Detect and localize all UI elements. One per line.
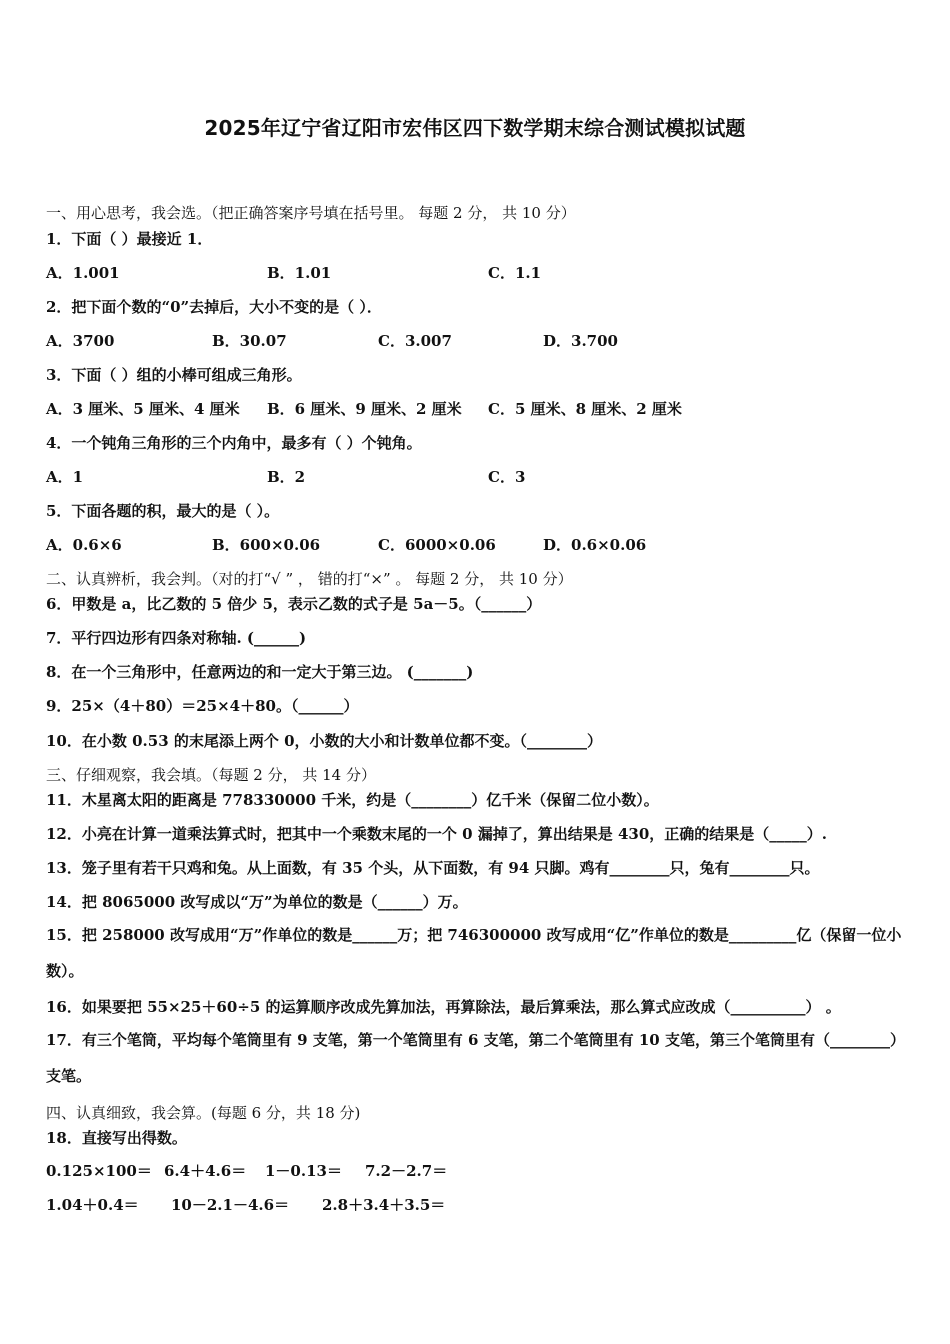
question-18: 18．直接写出得数。 bbox=[46, 1129, 187, 1147]
question-9: 9．25×（4＋80）＝25×4＋80。（______） bbox=[46, 697, 359, 715]
page-title: 2025年辽宁省辽阳市宏伟区四下数学期末综合测试模拟试题 bbox=[204, 116, 746, 140]
option-a: A．1.001 bbox=[46, 264, 120, 282]
option-b: B．30.07 bbox=[212, 332, 287, 350]
option-b: B．600×0.06 bbox=[212, 536, 321, 554]
question-6: 6．甲数是 a，比乙数的 5 倍少 5，表示乙数的式子是 5a－5。（______） bbox=[46, 595, 542, 613]
calc-item: 1－0.13＝ bbox=[265, 1162, 342, 1180]
option-b: B．1.01 bbox=[267, 264, 332, 282]
calc-item: 1.04＋0.4＝ bbox=[46, 1196, 139, 1214]
question-5: 5．下面各题的积，最大的是（ ）。 bbox=[46, 502, 280, 520]
option-b: B．2 bbox=[267, 468, 306, 486]
question-3: 3．下面（ ）组的小棒可组成三角形。 bbox=[46, 366, 302, 384]
option-d: D．0.6×0.06 bbox=[543, 536, 647, 554]
calc-item: 2.8＋3.4＋3.5＝ bbox=[322, 1196, 446, 1214]
section-1-heading: 一、用心思考，我会选。（把正确答案序号填在括号里。 每题 2 分， 共 10 分） bbox=[46, 204, 576, 222]
calc-item: 0.125×100＝ bbox=[46, 1162, 152, 1180]
question-11: 11．木星离太阳的距离是 778330000 千米，约是（________）亿千米（保留二位小数）。 bbox=[46, 791, 659, 809]
calc-item: 7.2－2.7＝ bbox=[365, 1162, 448, 1180]
option-a: A．1 bbox=[46, 468, 84, 486]
option-c: C．3.007 bbox=[378, 332, 452, 350]
question-8: 8．在一个三角形中，任意两边的和一定大于第三边。 (_______) bbox=[46, 663, 474, 681]
option-c: C．5 厘米、8 厘米、2 厘米 bbox=[488, 400, 682, 418]
question-15: 15．把 258000 改写成用“万”作单位的数是______万；把 746300000 改写成用“亿”作单位的数是_________亿（保留一位小数）。 bbox=[46, 926, 902, 980]
option-a: A．0.6×6 bbox=[46, 536, 122, 554]
question-1: 1．下面（ ）最接近 1． bbox=[46, 230, 213, 248]
option-a: A．3 厘米、5 厘米、4 厘米 bbox=[46, 400, 240, 418]
question-12: 12．小亮在计算一道乘法算式时，把其中一个乘数末尾的一个 0 漏掉了，算出结果是 430，正确的结果是（_____）. bbox=[46, 825, 828, 843]
option-a: A．3700 bbox=[46, 332, 115, 350]
section-2-heading: 二、认真辨析，我会判。（对的打“√ ” ， 错的打“×” 。 每题 2 分， 共 10 分） bbox=[46, 570, 573, 588]
calc-item: 6.4＋4.6＝ bbox=[164, 1162, 247, 1180]
question-17: 17．有三个笔筒，平均每个笔筒里有 9 支笔，第一个笔筒里有 6 支笔，第二个笔筒里有 10 支笔，第三个笔筒里有（________）支笔。 bbox=[46, 1031, 905, 1085]
option-b: B．6 厘米、9 厘米、2 厘米 bbox=[267, 400, 462, 418]
question-2: 2．把下面个数的“0”去掉后，大小不变的是（ ）． bbox=[46, 298, 382, 316]
section-4-heading: 四、认真细致，我会算。(每题 6 分，共 18 分) bbox=[46, 1104, 361, 1122]
option-c: C．6000×0.06 bbox=[378, 536, 496, 554]
calc-item: 10－2.1－4.6＝ bbox=[171, 1196, 290, 1214]
option-c: C．3 bbox=[488, 468, 526, 486]
question-4: 4．一个钝角三角形的三个内角中，最多有（ ）个钝角。 bbox=[46, 434, 422, 452]
section-3-heading: 三、仔细观察，我会填。（每题 2 分， 共 14 分） bbox=[46, 766, 376, 784]
question-7: 7．平行四边形有四条对称轴. (______) bbox=[46, 629, 307, 647]
question-14: 14．把 8065000 改写成以“万”为单位的数是（______）万。 bbox=[46, 893, 468, 911]
question-16: 16．如果要把 55×25＋60÷5 的运算顺序改成先算加法，再算除法，最后算乘法，那么算式应改成（__________） 。 bbox=[46, 998, 841, 1016]
option-d: D．3.700 bbox=[543, 332, 618, 350]
option-c: C．1.1 bbox=[488, 264, 542, 282]
question-13: 13．笼子里有若干只鸡和兔。从上面数，有 35 个头，从下面数，有 94 只脚。鸡有________只，兔有________只。 bbox=[46, 859, 820, 877]
question-10: 10．在小数 0.53 的末尾添上两个 0，小数的大小和计数单位都不变。（________） bbox=[46, 732, 603, 750]
